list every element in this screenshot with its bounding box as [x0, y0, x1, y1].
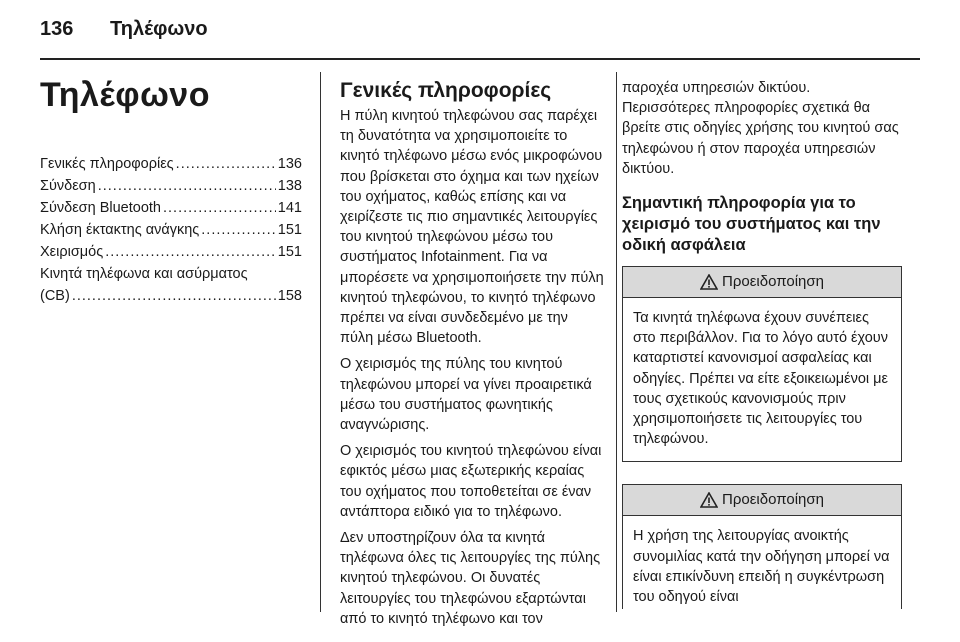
warning-box	[622, 266, 902, 462]
warning-title: Προειδοποίηση	[722, 272, 824, 290]
header-rule	[40, 58, 920, 60]
toc-label-line2: (CB)	[40, 288, 70, 304]
running-title: Τηλέφωνο	[110, 18, 208, 40]
subsection-heading: Σημαντική πληροφορία για το χειρισμό του συστήματος και την οδική ασφάλεια	[622, 194, 881, 255]
toc-entry[interactable]	[40, 153, 302, 175]
toc-label: Σύνδεση Bluetooth	[40, 200, 161, 216]
warning-box	[622, 484, 902, 609]
toc-label: Κλήση έκτακτης ανάγκης	[40, 222, 200, 238]
warning-title: Προειδοποίηση	[722, 491, 824, 509]
toc-entry[interactable]	[40, 263, 302, 307]
toc-page: 141	[277, 200, 302, 216]
toc-dot-leader	[105, 241, 276, 263]
toc-page: 158	[277, 288, 302, 304]
toc-entry[interactable]	[40, 197, 302, 219]
column-divider	[320, 72, 321, 612]
body-paragraph: Δεν υποστηρίζουν όλα τα κινητά τηλέφωνα όλες τις λειτουργίες της πύλης κινητού τηλεφώνου. Οι δυνατές λειτουργίες του τηλεφώνου εξαρτώνται από το κινητό τηλέφωνο και τον	[340, 530, 601, 627]
chapter-title: Τηλέφωνο	[40, 76, 210, 114]
section-heading: Γενικές πληροφορίες	[340, 79, 552, 102]
warning-text: Η χρήση της λειτουργίας ανοικτής συνομιλίας κατά την οδήγηση μπορεί να είναι επικίνδυνη επειδή η συγκέντρωση του οδηγού είναι	[633, 528, 890, 606]
toc-label: Σύνδεση	[40, 178, 96, 194]
body-paragraph: Ο χειρισμός του κινητού τηλεφώνου είναι εφικτός μέσω μιας εξωτερικής κεραίας του οχήματος που τοποθετείται σε έναν αντάπτορα ειδικό για το τηλέφωνο.	[340, 443, 602, 520]
page-header	[40, 18, 920, 48]
toc-dot-leader	[201, 219, 276, 241]
toc-label: Χειρισμός	[40, 244, 104, 260]
toc-entry[interactable]	[40, 219, 302, 241]
warning-header	[623, 485, 901, 516]
column-divider	[616, 72, 617, 612]
middle-column	[340, 78, 604, 635]
right-column	[622, 78, 902, 609]
warning-header	[623, 267, 901, 298]
toc-label: Γενικές πληροφορίες	[40, 156, 174, 172]
toc-entry[interactable]	[40, 241, 302, 263]
toc-label-line1: Κινητά τηλέφωνα και ασύρματος	[40, 266, 248, 282]
toc-dot-leader	[98, 175, 276, 197]
left-column	[40, 68, 302, 307]
toc-page: 136	[277, 156, 302, 172]
toc-dot-leader	[176, 153, 276, 175]
toc-dot-leader	[72, 285, 276, 307]
warning-triangle-icon	[700, 492, 718, 508]
toc-entry[interactable]	[40, 175, 302, 197]
body-paragraph: Η πύλη κινητού τηλεφώνου σας παρέχει τη δυνατότητα να χρησιμοποιείτε το κινητό τηλέφωνο μέσω ενός μικροφώνου που βρίσκεται στο όχημα και των ηχείων του οχήματος, καθώς επίσης και να χειρίζεστε τις πιο σημαντικές λειτουργίες του κινητού τηλεφώνου μέσω του συστήματος Infotainment. Για να μπορέσετε να χρησιμοποιήσετε την πύλη κινητού τηλεφώνου, το κινητό τηλέφωνο πρέπει να είναι συνδεδεμένο με την πύλη μέσω Bluetooth.	[340, 108, 604, 347]
toc-page: 151	[277, 244, 302, 260]
body-paragraph-continued: παροχέα υπηρεσιών δικτύου. Περισσότερες πληροφορίες σχετικά θα βρείτε στις οδηγίες χρήσης του κινητού σας τηλεφώνου ή στον παροχέα υπηρεσιών δικτύου.	[622, 80, 899, 177]
page-number: 136	[40, 18, 74, 40]
toc-dot-leader	[163, 197, 276, 219]
body-paragraph: Ο χειρισμός της πύλης του κινητού τηλεφώνου μπορεί να γίνει προαιρετικά μέσω του συστήματος φωνητικής αναγνώρισης.	[340, 356, 592, 434]
toc-page: 138	[277, 178, 302, 194]
warning-text: Τα κινητά τηλέφωνα έχουν συνέπειες στο περιβάλλον. Για το λόγο αυτό έχουν καταρτιστεί κανονισμοί ασφαλείας και οδηγίες. Πρέπει να είτε εξοικειωμένοι με τους σχετικούς κανονισμούς πριν χρησιμοποιήσετε τις λειτουργίες του τηλεφώνου.	[633, 310, 888, 448]
toc-page: 151	[277, 222, 302, 238]
warning-triangle-icon	[700, 274, 718, 290]
table-of-contents	[40, 153, 302, 307]
